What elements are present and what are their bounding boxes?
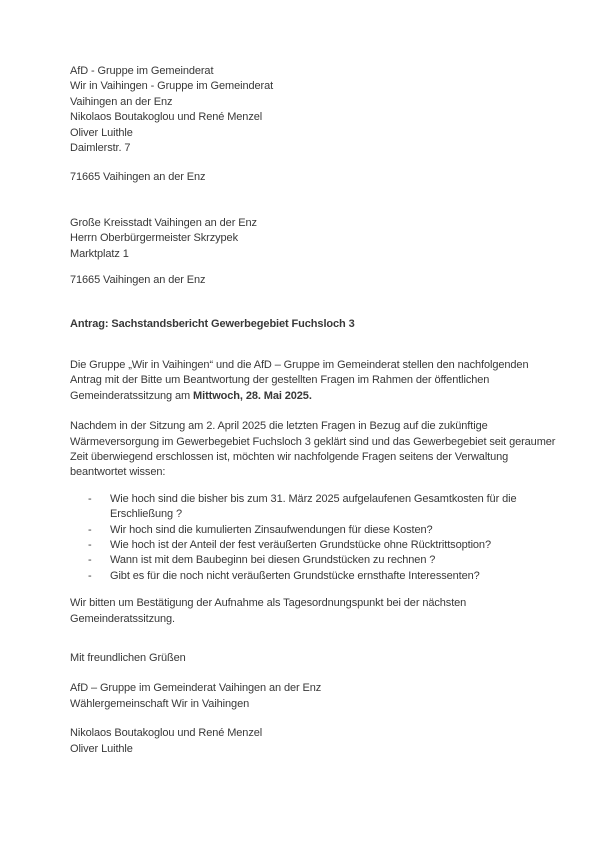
question-item — [70, 492, 550, 523]
sender-line: Oliver Luithle — [70, 126, 133, 139]
question-text — [110, 523, 550, 538]
sender-line: 71665 Vaihingen an der Enz — [70, 171, 206, 184]
intro-line — [70, 389, 550, 404]
signature-name-line: Oliver Luithle — [70, 742, 133, 755]
body-line: Wärmeversorgung im Gewerbegebiet Fuchsloch 3 geklärt sind und das Gewerbegebiet seit geraumer — [70, 435, 556, 448]
sender-line: Nikolaos Boutakoglou und René Menzel — [70, 111, 263, 124]
sender-line: Daimlerstr. 7 — [70, 142, 131, 155]
question-text — [110, 553, 550, 568]
signature-org-line: Wählergemeinschaft Wir in Vaihingen — [70, 697, 250, 710]
subject-heading — [70, 317, 550, 332]
body-line: Nachdem in der Sitzung am 2. April 2025 die letzten Fragen in Bezug auf die zukünftige — [70, 420, 488, 433]
intro-paragraph — [70, 358, 550, 404]
signature-name-line: Nikolaos Boutakoglou und René Menzel — [70, 727, 263, 740]
intro-line-date-bold: Mittwoch, 28. Mai 2025. — [193, 389, 312, 402]
question-text — [110, 569, 550, 584]
bullet-marker: - — [88, 492, 92, 505]
signature-organization-block — [70, 681, 550, 712]
intro-line-regular: Gemeinderatssitzung am — [70, 389, 194, 402]
question-item — [70, 569, 550, 584]
intro-line: Antrag mit der Bitte um Beantwortung der gestellten Fragen im Rahmen der öffentlichen — [70, 374, 490, 387]
recipient-line: Herrn Oberbürgermeister Skrzypek — [70, 232, 238, 245]
signature-org-line: AfD – Gruppe im Gemeinderat Vaihingen an der Enz — [70, 682, 322, 695]
bullet-marker: - — [88, 523, 92, 536]
sender-postal-city — [70, 170, 550, 185]
question-item — [70, 553, 550, 568]
question-text — [110, 492, 550, 523]
bullet-marker: - — [88, 538, 92, 551]
recipient-line: 71665 Vaihingen an der Enz — [70, 274, 206, 287]
sender-address-block — [70, 64, 550, 156]
question-line: Gibt es für die noch nicht veräußerten Grundstücke ernsthafte Interessenten? — [110, 569, 480, 582]
question-line: Wie hoch ist der Anteil der fest veräußerten Grundstücke ohne Rücktrittsoption? — [110, 538, 491, 551]
sender-line: Wir in Vaihingen - Gruppe im Gemeinderat — [70, 80, 274, 93]
signature-names-block — [70, 726, 550, 757]
closing-line: Wir bitten um Bestätigung der Aufnahme als Tagesordnungspunkt bei der nächsten — [70, 597, 467, 610]
question-list — [70, 492, 550, 584]
question-line: Wir hoch sind die kumulierten Zinsaufwendungen für diese Kosten? — [110, 523, 433, 536]
question-item — [70, 538, 550, 553]
sender-line: AfD - Gruppe im Gemeinderat — [70, 65, 214, 77]
regards-line — [70, 651, 550, 666]
sender-line: Vaihingen an der Enz — [70, 95, 173, 108]
regards-text: Mit freundlichen Grüßen — [70, 651, 186, 664]
question-line: Erschließung ? — [110, 508, 182, 521]
question-item — [70, 523, 550, 538]
bullet-marker: - — [88, 569, 92, 582]
recipient-line: Marktplatz 1 — [70, 247, 129, 260]
recipient-address-block — [70, 216, 550, 262]
question-line: Wann ist mit dem Baubeginn bei diesen Grundstücken zu rechnen ? — [110, 554, 436, 567]
question-line: Wie hoch sind die bisher bis zum 31. März 2025 aufgelaufenen Gesamtkosten für die — [110, 492, 517, 505]
subject-line: Antrag: Sachstandsbericht Gewerbegebiet Fuchsloch 3 — [70, 318, 355, 331]
intro-line: Die Gruppe „Wir in Vaihingen“ und die AfD – Gruppe im Gemeinderat stellen den nachfolgenden — [70, 358, 529, 371]
question-text — [110, 538, 550, 553]
body-line: beantwortet wissen: — [70, 466, 166, 479]
closing-paragraph — [70, 596, 550, 627]
recipient-line: Große Kreisstadt Vaihingen an der Enz — [70, 216, 257, 229]
closing-line: Gemeinderatssitzung. — [70, 612, 175, 625]
body-paragraph — [70, 419, 556, 481]
bullet-marker: - — [88, 554, 92, 567]
recipient-postal-city — [70, 273, 550, 288]
body-line: Zeit überwiegend erschlossen ist, möchten wir nachfolgende Fragen seitens der Verwaltung — [70, 450, 509, 463]
